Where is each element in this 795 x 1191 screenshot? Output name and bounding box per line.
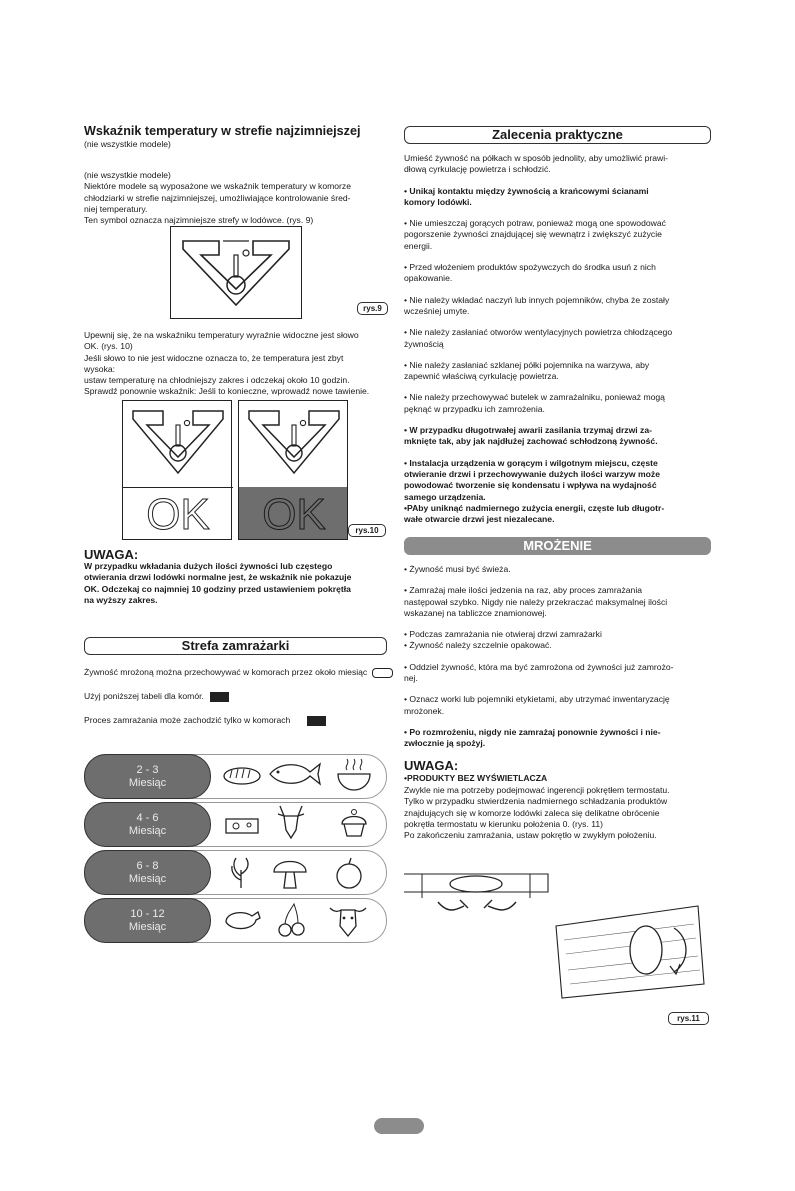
bread-icon	[222, 764, 262, 788]
chicken-icon	[222, 906, 262, 934]
freezer-line-2: Użyj poniższej tabeli dla komór.	[84, 691, 229, 702]
practical-tips-list: Umieść żywność na półkach w sposób jednolity, aby umożliwić prawi- dłową cyrkulację powietrza i schłodzić. • Unikaj kontaktu między żywnością a krańcowymi ścianami komory lodówki. • Nie umieszczaj gorących potraw, ponieważ mogą one spowodować pogorszenie żywności znajdującej się wewnątrz i zwiększyć zużycie energii. • Przed włożeniem produktów spożywczych do środka usuń z nich opakowanie. • Nie należy wkładać naczyń lub innych pojemników, chyba że zostały wcześniej umyte. • Nie należy zasłaniać otworów wentylacyjnych powietrza chłodzącego żywnością • Nie należy zasłaniać szklanej półki pojemnika na warzywa, aby zapewnić właściwą cyrkulację powietrza. • Nie należy przechowywać butelek w zamrażalniku, ponieważ mogą pęknąć w przypadku ich zamrożenia. • W przypadku długotrwałej awarii zasilania trzymaj drzwi za- mknięte tak, aby jak najdłużej zachować schłodzoną żywność. • Instalacja urządzenia w gorącym i wilgotnym miejscu, częste otwieranie drzwi i przechowywanie dużych ilości warzyw może powodować tworzenie się kondensatu i wpływa na wydajność samego urządzenia. •PAby uniknąć nadmiernego zużycia energii, częste lub długotr- wałe otwarcie drzwi jest niezalecane.	[404, 153, 673, 525]
thermostat-knob-figure	[398, 866, 710, 1011]
page-number-badge	[374, 1118, 424, 1134]
indicator-intro: (nie wszystkie modele) Niektóre modele są wyposażone we wskaźnik temperatury w komorze chłodziarki w strefie najzimniejszej, umożliwiające kontrolowanie śred- niej temperatury. Ten symbol oznacza najzimniejsze strefy w lodówce. (rys. 9)	[84, 170, 351, 226]
apple-icon	[334, 856, 364, 890]
uwaga-title-right: UWAGA:	[404, 758, 459, 773]
coldest-zone-symbol-icon	[171, 227, 301, 318]
freezer-line-1: Żywność mrożoną można przechowywać w komorach przez około miesiąc	[84, 667, 393, 678]
storage-period: 10 - 12 Miesiąc	[84, 898, 211, 943]
indicator-title: Wskaźnik temperatury w strefie najzimniejszej	[84, 124, 361, 138]
storage-period: 2 - 3 Miesiąc	[84, 754, 211, 799]
vegetable-icon	[226, 856, 256, 890]
mushroom-icon	[272, 856, 308, 890]
freezer-line-3: Proces zamrażania może zachodzić tylko w komorach	[84, 715, 326, 726]
two-star-symbol-icon	[372, 668, 393, 678]
fish-icon	[266, 760, 322, 788]
ok-symbol-icon	[123, 401, 233, 487]
cake-icon	[338, 806, 370, 840]
cheese-icon	[222, 813, 262, 837]
storage-period: 6 - 8 Miesiąc	[84, 850, 211, 895]
practical-tips-header: Zalecenia praktyczne	[404, 126, 711, 144]
soup-bowl-icon	[334, 756, 374, 792]
indicator-subtitle: (nie wszystkie modele)	[84, 139, 171, 149]
fig11-label: rys.11	[668, 1012, 709, 1025]
fig9-label: rys.9	[357, 302, 388, 315]
uwaga-title-left: UWAGA:	[84, 547, 139, 562]
four-star-symbol-icon	[307, 716, 326, 726]
uwaga-text-right: Zwykle nie ma potrzeby podejmować ingerencji pokrętłem termostatu. Tylko w przypadku stwierdzenia nadmiernego schładzania produktów znajdujących się w komorze lodówki zaleca się delikatne obrócenie pokrętła termostatu w kierunku położenia 0. (rys. 11) Po zakończeniu zamrażania, ustaw pokrętło w zwykłym położeniu.	[404, 785, 670, 841]
freezer-zone-header: Strefa zamrażarki	[84, 637, 387, 655]
ok-symbol-icon	[239, 401, 349, 487]
ok-text-light: OK	[146, 490, 210, 539]
uwaga-subtitle-right: •PRODUKTY BEZ WYŚWIETLACZA	[404, 773, 548, 783]
cherry-icon	[276, 902, 306, 938]
indicator-symbol-figure	[170, 226, 302, 319]
freezing-header: MROŻENIE	[404, 537, 711, 555]
four-star-symbol-icon	[210, 692, 229, 702]
cow-icon	[328, 902, 368, 938]
ok-text-dark: OK	[262, 490, 326, 539]
uwaga-text-left: W przypadku wkładania dużych ilości żywności lub częstego otwierania drzwi lodówki normalne jest, że wskaźnik nie pokazuje OK. Odczekaj co najmniej 10 godziny przed ustawieniem pokrętła na wyższy zakres.	[84, 561, 352, 605]
deer-icon	[274, 804, 308, 844]
storage-period: 4 - 6 Miesiąc	[84, 802, 211, 847]
freezing-list: • Żywność musi być świeża. • Zamrażaj małe ilości jedzenia na raz, aby proces zamrażania następował szybko. Nigdy nie należy przekraczać maksymalnej ilości wskazanej na tabliczce znamionowej. • Podczas zamrażania nie otwieraj drzwi zamrażarki • Żywność należy szczelnie opakować. • Oddziel żywność, która ma być zamrożona od żywności już zamrożo- nej. • Oznacz worki lub pojemniki etykietami, aby utrzymać inwentaryzację mrożonek. • Po rozmrożeniu, nigdy nie zamrażaj ponownie żywności i nie- zwłocznie ją spożyj.	[404, 564, 674, 749]
ok-indicator-figure	[122, 400, 347, 540]
indicator-check-text: Upewnij się, że na wskaźniku temperatury wyraźnie widoczne jest słowo OK. (rys. 10) Jeśli słowo to nie jest widoczne oznacza to, że temperatura jest zbyt wysoka: ustaw temperaturę na chłodniejszy zakres i odczekaj około 10 godzin. Sprawdź ponownie wskaźnik: Jeśli to konieczne, wprowadź nowe tawienie.	[84, 330, 370, 397]
fig10-label: rys.10	[348, 524, 386, 537]
